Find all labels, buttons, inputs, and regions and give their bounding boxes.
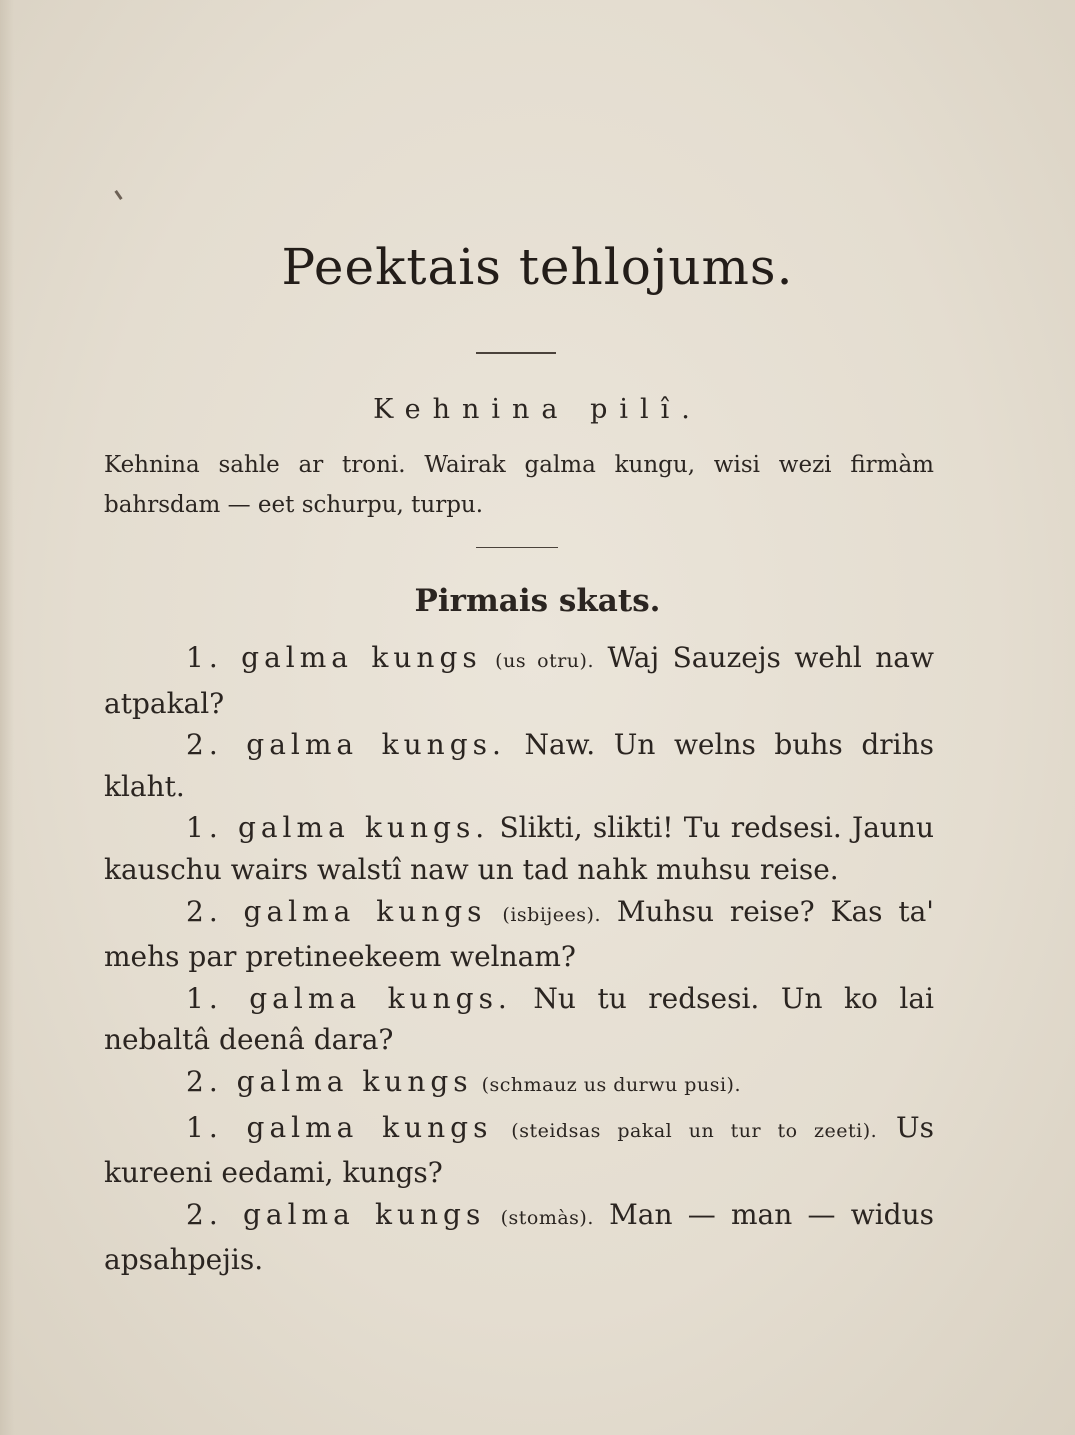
- dialogue-line: [104, 724, 934, 807]
- spoken-text: Slikti, slikti! Tu redsesi. Jaunu kauschu wairs walstî naw un tad nahk muhsu reise.: [104, 811, 934, 886]
- speaker-name: 2. galma kungs: [186, 894, 487, 928]
- stage-note: (steidsas pakal un tur to zeeti).: [511, 1119, 878, 1142]
- dialogue-line: [104, 978, 934, 1061]
- stage-note: (schmauz us durwu pusi).: [481, 1073, 741, 1096]
- page-edge-shadow: [0, 0, 14, 1435]
- speaker-name: 2. galma kungs: [186, 1197, 486, 1231]
- spoken-text: Muhsu reise? Kas ta' mehs par pretineekeem welnam?: [104, 894, 935, 974]
- stage-note: (isbijees).: [502, 903, 601, 926]
- scene-heading: Pirmais skats.: [414, 583, 661, 619]
- spoken-text: Nu tu redsesi. Un ko lai nebaltâ deenâ dara?: [104, 981, 935, 1057]
- speaker-name: 1. galma kungs.: [186, 981, 512, 1015]
- title-divider: [476, 352, 556, 354]
- dialogue-block: [104, 637, 934, 1281]
- dialogue-line: [104, 1107, 934, 1194]
- stage-note: (us otru).: [495, 650, 594, 672]
- dialogue-line: [104, 1061, 934, 1107]
- speaker-name: 2. galma kungs: [186, 1064, 473, 1098]
- dialogue-line: [104, 807, 934, 890]
- spoken-text: Us kureeni eedami, kungs?: [104, 1110, 934, 1190]
- dialogue-line: [104, 637, 934, 724]
- spoken-text: Waj Sauzejs wehl naw atpakal?: [104, 641, 934, 720]
- speaker-name: 1. galma kungs.: [186, 811, 490, 845]
- spoken-text: Naw. Un welns buhs drihs klaht.: [104, 728, 935, 803]
- act-title: Peektais tehlojums.: [281, 238, 794, 296]
- speaker-name: 1. galma kungs: [186, 1110, 493, 1144]
- section-divider: [476, 547, 558, 548]
- stage-direction: Kehnina sahle ar troni. Wairak galma kungu, wisi wezi firmàm bahrsdam — eet schurpu, turpu.: [104, 452, 934, 518]
- speaker-name: 1. galma kungs: [186, 641, 482, 674]
- scene-location: Kehnina pilî.: [373, 394, 702, 425]
- dialogue-line: [104, 1194, 934, 1281]
- dialogue-line: [104, 891, 934, 978]
- spoken-text: Man — man — widus apsahpejis.: [104, 1197, 935, 1277]
- speaker-name: 2. galma kungs.: [186, 728, 506, 762]
- stage-note: (stomàs).: [500, 1206, 594, 1229]
- ink-speck: [114, 190, 122, 200]
